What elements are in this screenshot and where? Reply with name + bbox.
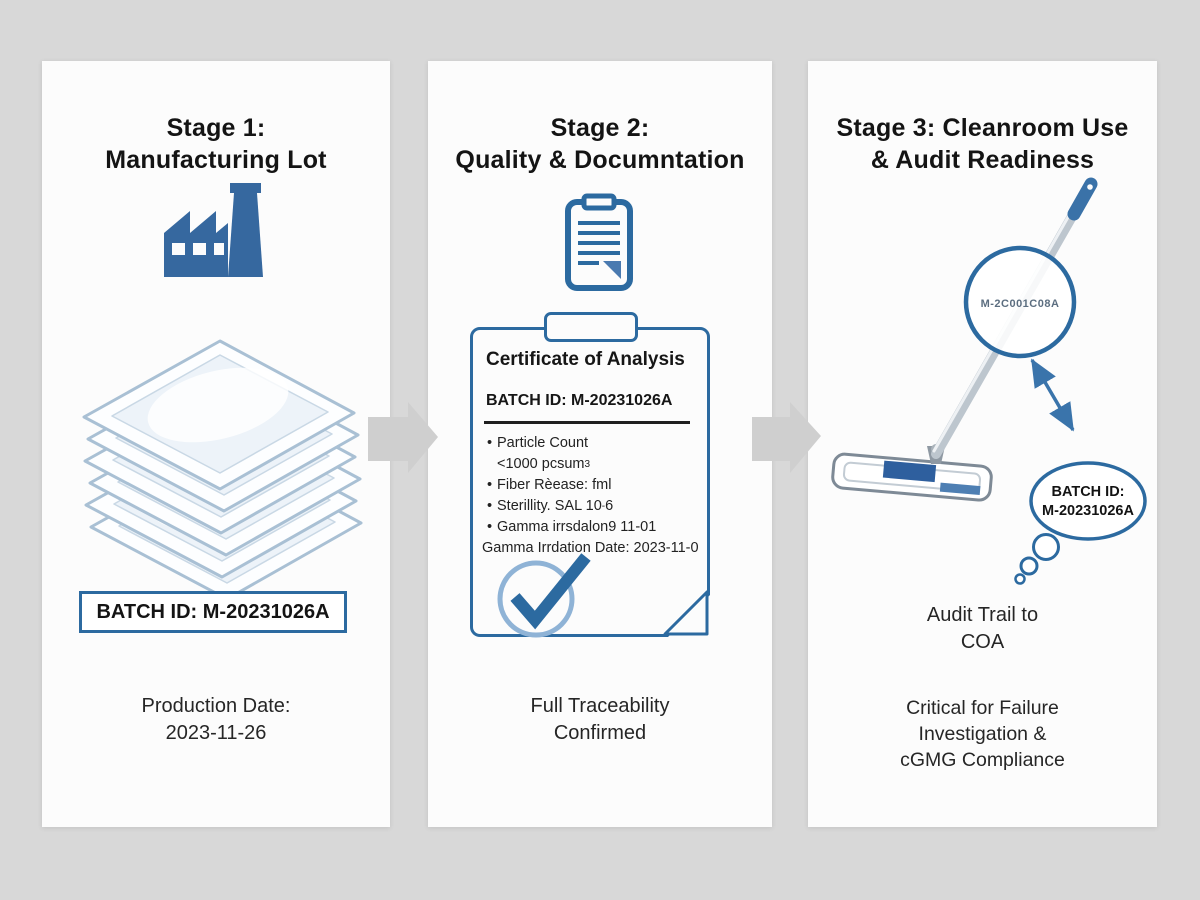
handle-lot-label: M-2C001C08A <box>980 298 1060 310</box>
flow-arrow-2 <box>748 392 826 484</box>
audit-line2: COA <box>960 631 1005 653</box>
magnifier-circle <box>966 248 1074 356</box>
stage2-status-text <box>428 693 772 747</box>
stage3-title <box>808 112 1157 176</box>
spec-item: • Fiber Rèease: fml <box>482 475 706 496</box>
certificate-batch-id: BATCH ID: M-20231026A <box>486 392 673 409</box>
note-line1: Critical for Failure <box>906 697 1059 719</box>
certificate-title: Certificate of Analysis <box>486 349 685 370</box>
folded-corner <box>657 584 711 638</box>
wipes-stack <box>70 329 370 591</box>
mop-illustration <box>808 168 1157 598</box>
factory-icon <box>160 179 266 279</box>
certificate-tab <box>544 312 638 342</box>
certificate-spec-list <box>482 433 706 559</box>
stage2-title-line2: Quality & Documntation <box>455 145 745 174</box>
stage3-audit-text <box>808 602 1157 656</box>
spec-item: <1000 pcsum 3 <box>497 456 591 472</box>
audit-line1: Audit Trail to <box>926 604 1039 626</box>
stage1-title-line2: Manufacturing Lot <box>105 145 327 174</box>
stage2-title <box>428 112 772 176</box>
batch-thought-bubble <box>1016 463 1146 584</box>
bullet: • <box>486 477 493 493</box>
note-line2: Investigation & <box>918 723 1047 745</box>
stage3-note-text <box>808 695 1157 773</box>
flow-arrow-1 <box>365 392 443 484</box>
checkmark-icon <box>486 544 598 644</box>
stage1-title-line1: Stage 1: <box>166 113 266 142</box>
status-line1: Full Traceability <box>530 695 670 717</box>
certificate-divider <box>484 421 690 424</box>
stage3-panel <box>808 61 1157 827</box>
bullet: • <box>486 498 493 514</box>
stage1-production-date <box>42 693 390 747</box>
note-line3: cGMG Compliance <box>900 749 1065 771</box>
spec-item: Gamma Irrdation Date: 2023-11-0 <box>482 540 699 556</box>
certificate-of-analysis <box>470 327 710 637</box>
clipboard-icon <box>563 191 635 293</box>
spec-item: • Gamma irrsdalon9 11-01 <box>482 517 706 538</box>
stage3-title-line2: & Audit Readiness <box>870 145 1095 174</box>
bubble-line1: BATCH ID: <box>1051 484 1125 500</box>
stage2-panel <box>428 61 772 827</box>
mop-head <box>832 453 992 501</box>
bubble-line2: M-20231026A <box>1042 503 1134 519</box>
bullet: • <box>486 519 493 535</box>
spec-item: • Particle Count <box>482 433 706 454</box>
stage2-title-line1: Stage 2: <box>550 113 650 142</box>
stage1-title <box>42 112 390 176</box>
stage1-panel <box>42 61 390 827</box>
double-arrow <box>1032 360 1073 430</box>
status-line2: Confirmed <box>553 722 647 744</box>
production-date-value: 2023-11-26 <box>165 722 267 744</box>
spec-item: • Sterillity. SAL 10 - 6 <box>482 496 706 517</box>
production-date-label: Production Date: <box>141 695 291 717</box>
stage3-title-line1: Stage 3: Cleanroom Use <box>836 113 1129 142</box>
stage1-batch-id-box: BATCH ID: M-20231026A <box>79 591 347 633</box>
bullet: • <box>486 435 493 451</box>
